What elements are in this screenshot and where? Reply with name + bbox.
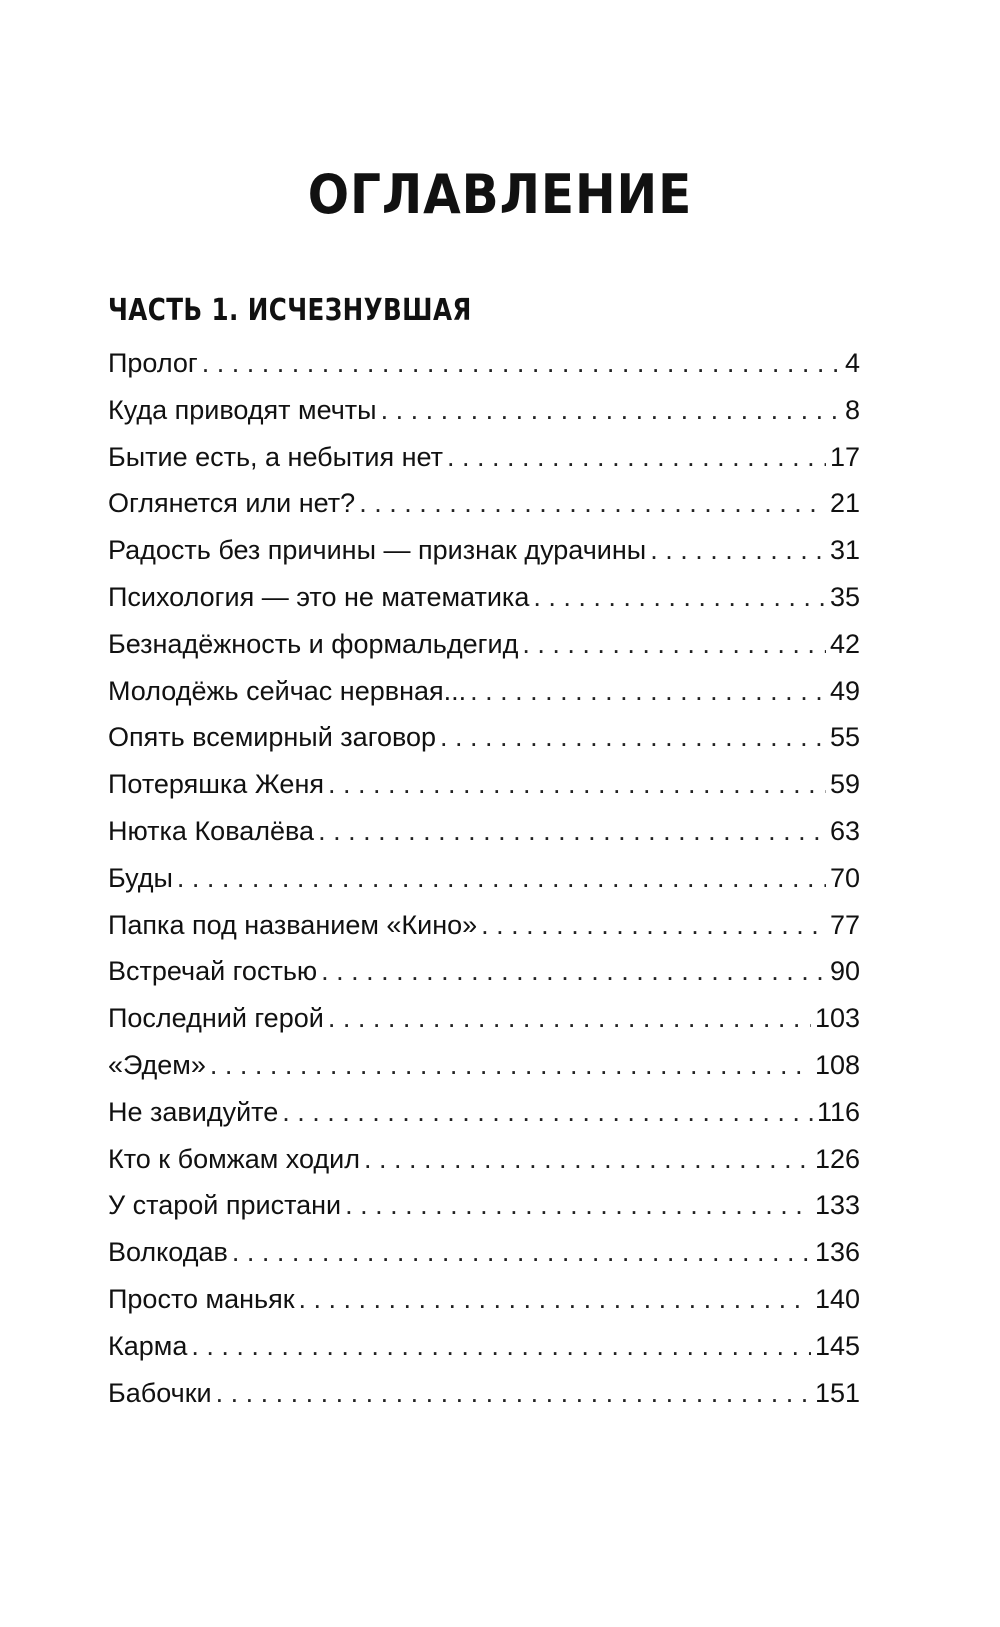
toc-entry-title: Куда приводят мечты <box>108 394 377 425</box>
dot-leader <box>321 948 826 995</box>
toc-entry[interactable] <box>108 808 860 855</box>
toc-entry-title: Бабочки <box>108 1377 212 1408</box>
toc-entry[interactable] <box>108 668 860 715</box>
dot-leader <box>381 387 840 434</box>
part-heading: ЧАСТЬ 1. ИСЧЕЗНУВШАЯ <box>108 293 472 328</box>
dot-leader <box>328 761 826 808</box>
dot-leader <box>533 574 826 621</box>
toc-entry-page: 21 <box>829 488 860 519</box>
toc-entry[interactable] <box>108 714 860 761</box>
toc-entry-page: 31 <box>829 535 860 566</box>
toc-entry-page: 126 <box>814 1143 860 1174</box>
toc-entry-title: Нютка Ковалёва <box>108 815 315 846</box>
toc-entry[interactable] <box>108 902 860 949</box>
dot-leader <box>202 340 840 387</box>
toc-entry-page: 116 <box>816 1096 860 1127</box>
dot-leader <box>359 480 826 527</box>
toc-entry-page: 63 <box>829 815 860 846</box>
toc-entry-page: 4 <box>844 348 860 378</box>
toc-entry-page: 77 <box>829 909 860 940</box>
toc-entry[interactable] <box>108 1042 860 1089</box>
dot-leader <box>345 1182 811 1229</box>
dot-leader <box>440 714 826 761</box>
dot-leader <box>177 855 826 902</box>
dot-leader <box>481 902 826 949</box>
toc-entry-page: 90 <box>829 956 860 987</box>
toc-entry-title: Опять всемирный заговор <box>108 722 437 753</box>
dot-leader <box>299 1276 811 1323</box>
toc-entry-title: Безнадёжность и формальдегид <box>108 628 519 659</box>
toc-entry-page: 49 <box>829 675 860 706</box>
dot-leader <box>447 434 826 481</box>
toc-entry[interactable] <box>108 948 860 995</box>
dot-leader <box>318 808 826 855</box>
dot-leader <box>210 1042 811 1089</box>
toc-entry-title: «Эдем» <box>108 1049 206 1080</box>
toc-entry-title: Потеряшка Женя <box>108 769 324 800</box>
toc-entry-title: Папка под названием «Кино» <box>108 909 478 940</box>
toc-entry[interactable] <box>108 995 860 1042</box>
toc-entry[interactable] <box>108 574 860 621</box>
toc-entry[interactable] <box>108 1323 860 1370</box>
toc-entry-title: Буды <box>108 862 173 893</box>
dot-leader <box>522 621 826 668</box>
toc-entry-page: 140 <box>814 1283 860 1314</box>
dot-leader <box>232 1229 811 1276</box>
toc-entry-page: 151 <box>814 1377 860 1408</box>
toc-entry[interactable] <box>108 1136 860 1183</box>
dot-leader <box>470 668 826 715</box>
toc-entry[interactable] <box>108 855 860 902</box>
page-title: ОГЛАВЛЕНИЕ <box>307 163 693 226</box>
toc-entry-page: 103 <box>814 1003 860 1034</box>
toc-entry-title: Последний герой <box>108 1003 324 1034</box>
toc-entry-page: 145 <box>814 1330 860 1361</box>
toc-entry-page: 35 <box>829 581 860 612</box>
dot-leader <box>191 1323 811 1370</box>
toc-entry-title: Кто к бомжам ходил <box>108 1143 361 1174</box>
toc-entry-title: Радость без причины — признак дурачины <box>108 535 647 566</box>
dot-leader <box>328 995 811 1042</box>
toc-entry[interactable] <box>108 1089 860 1136</box>
toc-entry[interactable] <box>108 387 860 434</box>
toc-entry-title: Карма <box>108 1330 188 1361</box>
toc-entry[interactable] <box>108 434 860 481</box>
toc-entry[interactable] <box>108 1182 860 1229</box>
toc-entry[interactable] <box>108 621 860 668</box>
toc-entry-title: Пролог <box>108 348 198 378</box>
table-of-contents <box>108 340 860 1416</box>
toc-entry-title: Не завидуйте <box>108 1096 279 1127</box>
toc-entry[interactable] <box>108 1229 860 1276</box>
toc-entry-title: Волкодав <box>108 1237 228 1268</box>
toc-entry-page: 55 <box>829 722 860 753</box>
toc-entry[interactable] <box>108 527 860 574</box>
toc-entry-title: Встречай гостью <box>108 956 318 987</box>
toc-entry-page: 17 <box>829 441 860 472</box>
toc-entry-page: 108 <box>814 1049 860 1080</box>
dot-leader <box>282 1089 813 1136</box>
toc-entry[interactable] <box>108 340 860 387</box>
dot-leader <box>650 527 826 574</box>
toc-entry-title: Просто маньяк <box>108 1283 295 1314</box>
toc-entry-title: Оглянется или нет? <box>108 488 356 519</box>
toc-entry-page: 70 <box>829 862 860 893</box>
toc-entry[interactable] <box>108 761 860 808</box>
toc-entry-title: Молодёжь сейчас нервная... <box>108 675 467 706</box>
dot-leader <box>216 1370 811 1417</box>
toc-entry[interactable] <box>108 1370 860 1417</box>
toc-entry-page: 136 <box>814 1237 860 1268</box>
toc-entry-page: 42 <box>829 628 860 659</box>
dot-leader <box>364 1136 811 1183</box>
toc-entry[interactable] <box>108 1276 860 1323</box>
toc-entry-page: 8 <box>844 394 860 425</box>
toc-entry-title: У старой пристани <box>108 1190 342 1221</box>
toc-entry-title: Бытие есть, а небытия нет <box>108 441 444 472</box>
toc-entry-title: Психология — это не математика <box>108 581 530 612</box>
toc-entry[interactable] <box>108 480 860 527</box>
toc-entry-page: 133 <box>814 1190 860 1221</box>
toc-entry-page: 59 <box>829 769 860 800</box>
